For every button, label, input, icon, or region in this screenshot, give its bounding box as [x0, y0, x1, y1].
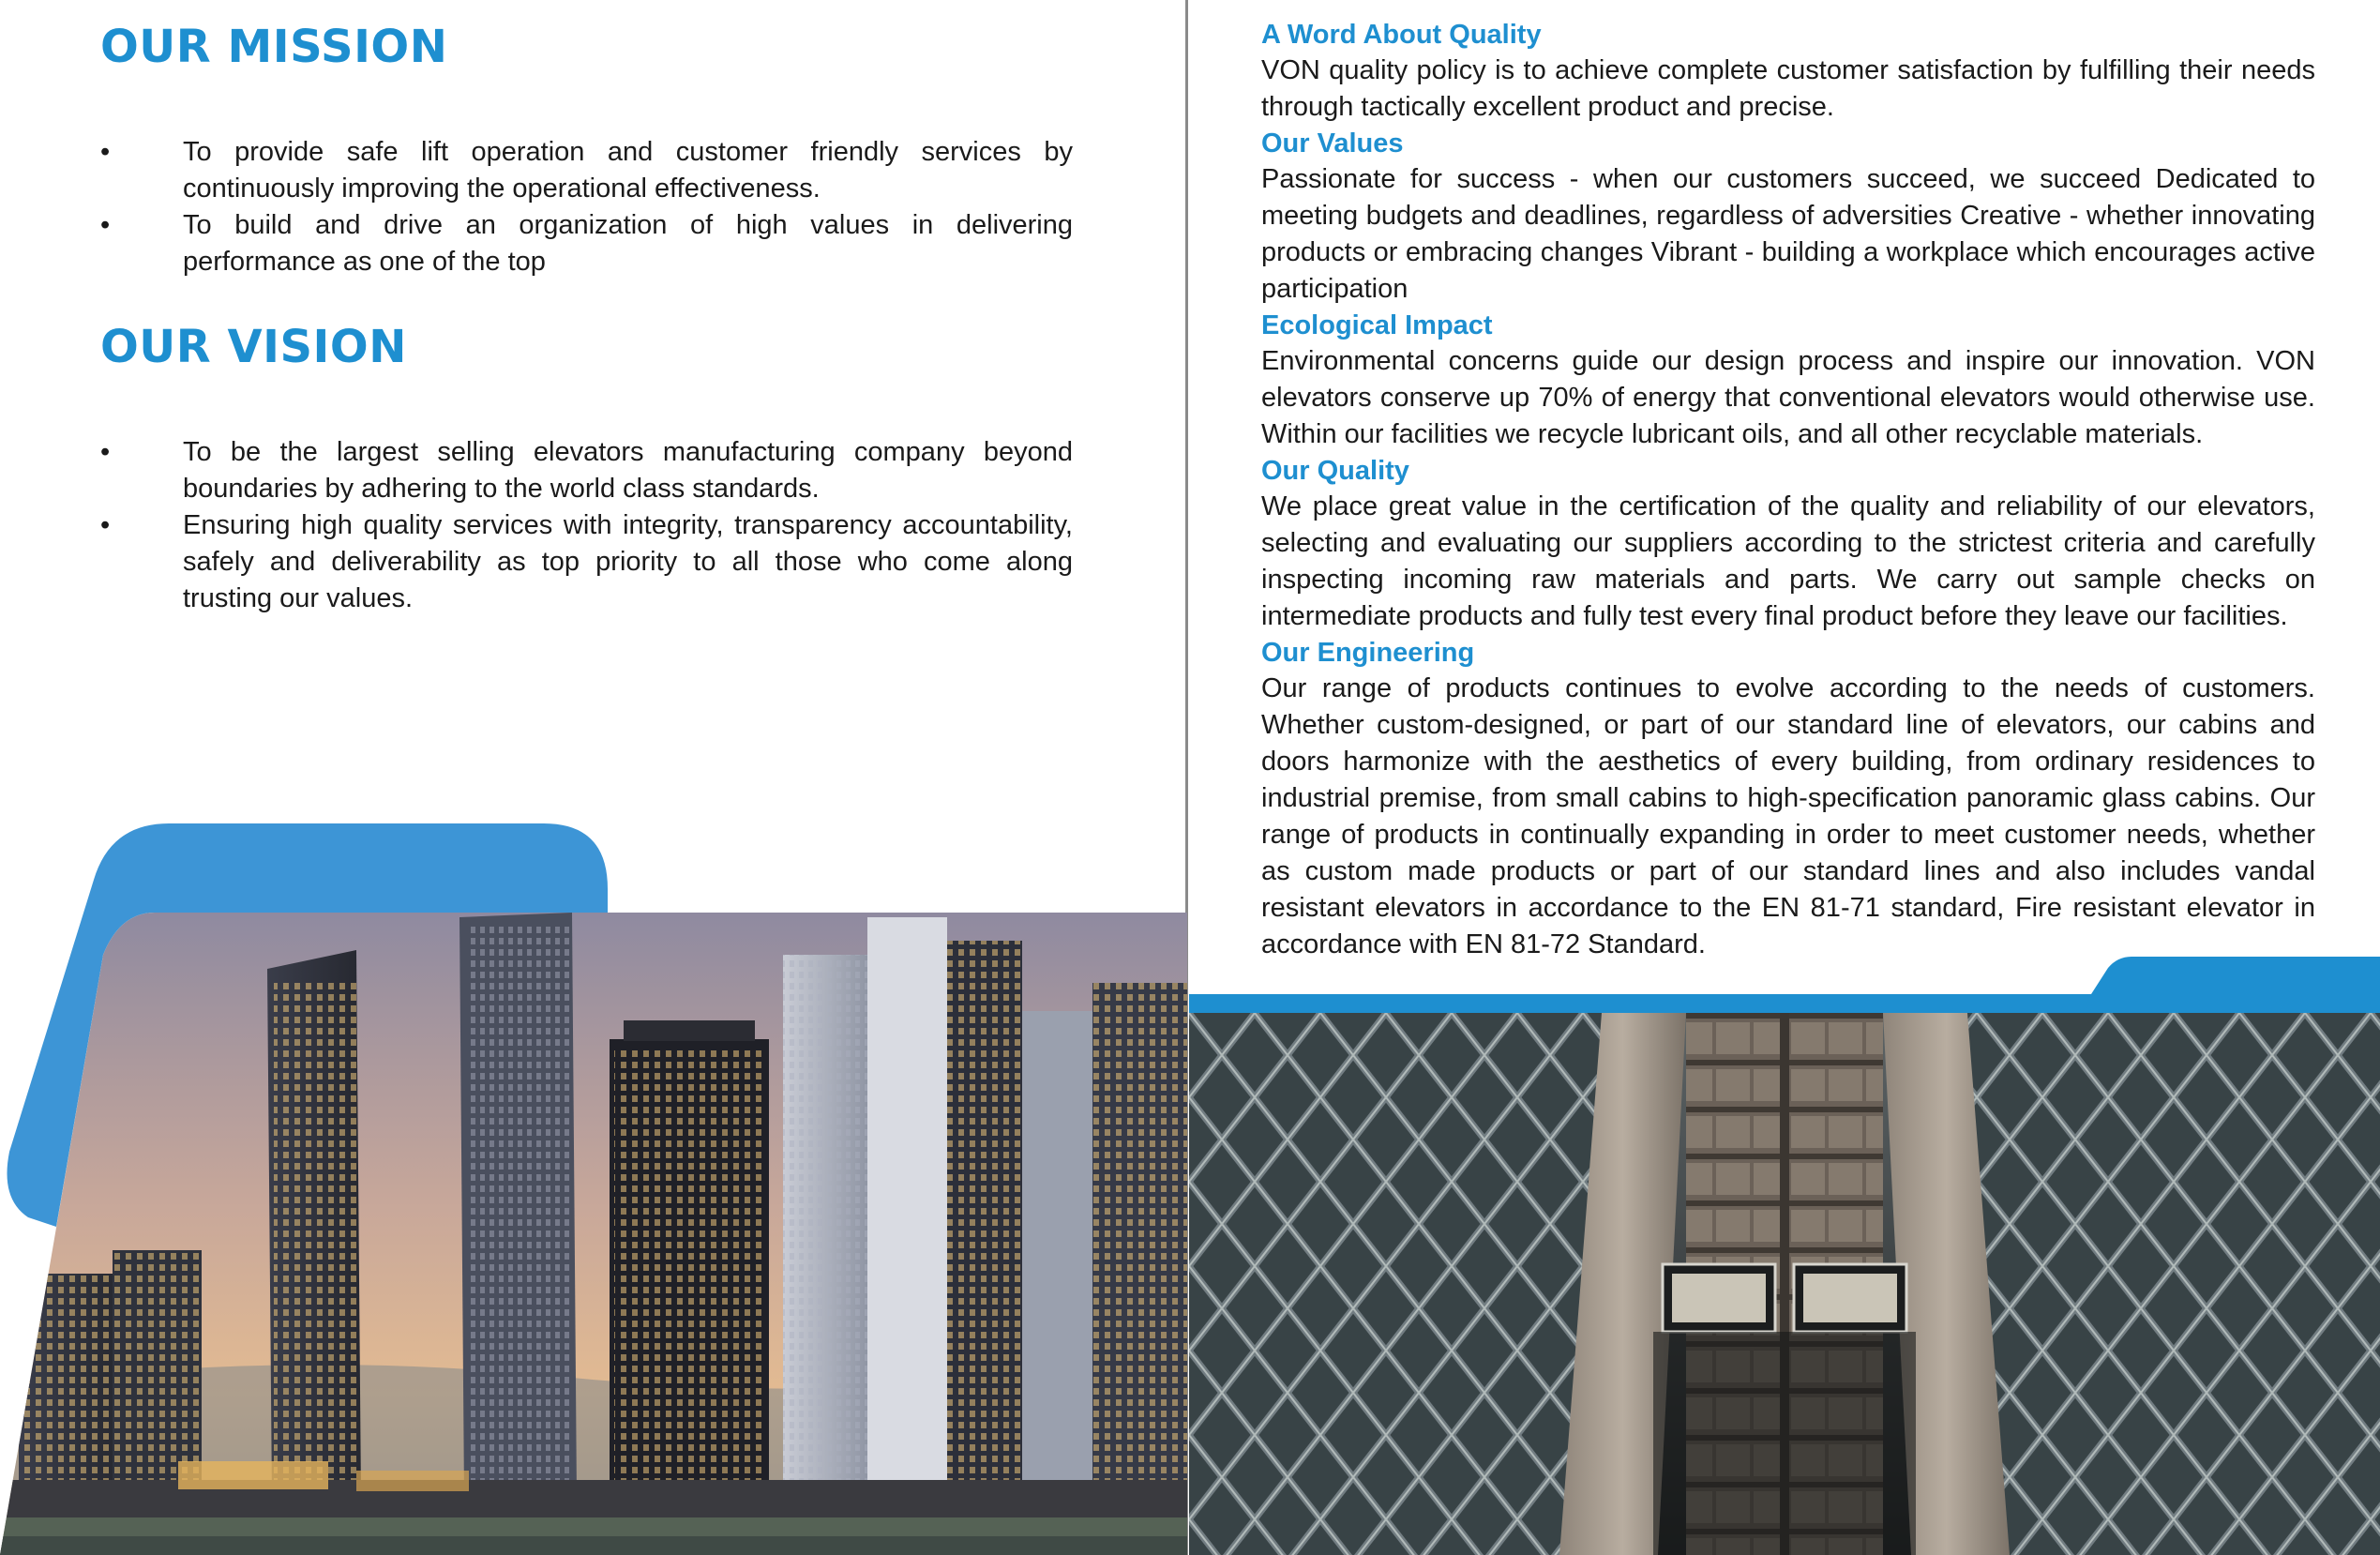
- blue-accent-band: [1189, 955, 2380, 1013]
- quality-text-column: [1261, 17, 2315, 963]
- section-body: Passionate for success - when our customers succeed, we succeed Dedicated to meeting budgets and deadlines, regardless of adversities Creative - whether innovating products or embracing changes Vibrant - building a workplace which encourages active participation: [1261, 164, 2315, 304]
- section-heading-our-quality: Our Quality: [1261, 456, 1409, 486]
- elevator-shaft-image: [1189, 1013, 2380, 1555]
- section-heading-our-values: Our Values: [1261, 128, 1404, 159]
- section-heading-ecological-impact: Ecological Impact: [1261, 310, 1493, 340]
- vision-title: OUR VISION: [100, 321, 407, 373]
- list-item: • To provide safe lift operation and customer friendly services by continuously improving the operational effectiveness.: [100, 137, 1073, 204]
- section-body: Environmental concerns guide our design process and inspire our innovation. VON elevators conserve up 70% of energy that conventional elevators would otherwise use. Within our facilities we recycle lubricant oils, and all other recyclable materials.: [1261, 346, 2315, 449]
- section-body: VON quality policy is to achieve complete customer satisfaction by fulfilling their needs through tactically excellent product and precise.: [1261, 55, 2315, 122]
- section-body: Our range of products continues to evolve according to the needs of customers. Whether custom-designed, or part of our standard line of elevators, our cabins and doors harmonize with the aesthetics of every building, from ordinary residences to industrial premise, from small cabins to high-specification panoramic glass cabins. Our range of products in continually expanding in order to meet customer needs, whether as custom made products or part of our standard lines and also includes vandal resistant elevators in accordance to the EN 81-71 standard, Fire resistant elevator in accordance with EN 81-72 Standard.: [1261, 673, 2315, 959]
- left-page: [0, 0, 1187, 1555]
- section-heading-word-about-quality: A Word About Quality: [1261, 20, 1542, 50]
- section-body: We place great value in the certification of the quality and reliability of our elevators, selecting and evaluating our suppliers according to the strictest criteria and carefully inspecting incoming raw materials and parts. We carry out sample checks on intermediate products and fully test every final product before they leave our facilities.: [1261, 491, 2315, 631]
- right-page: [1189, 0, 2380, 1555]
- mission-title: OUR MISSION: [100, 21, 448, 73]
- list-item: • To be the largest selling elevators manufacturing company beyond boundaries by adhering to the world class standards.: [100, 437, 1073, 504]
- mission-list: [100, 134, 1073, 280]
- list-item: • To build and drive an organization of high values in delivering performance as one of the top: [100, 210, 1073, 277]
- section-heading-our-engineering: Our Engineering: [1261, 638, 1475, 668]
- vision-list: [100, 434, 1073, 617]
- city-skyline-image: [0, 823, 1187, 1555]
- list-item: • Ensuring high quality services with integrity, transparency accountability, safely and deliverability as top priority to all those who come along trusting our values.: [100, 510, 1073, 613]
